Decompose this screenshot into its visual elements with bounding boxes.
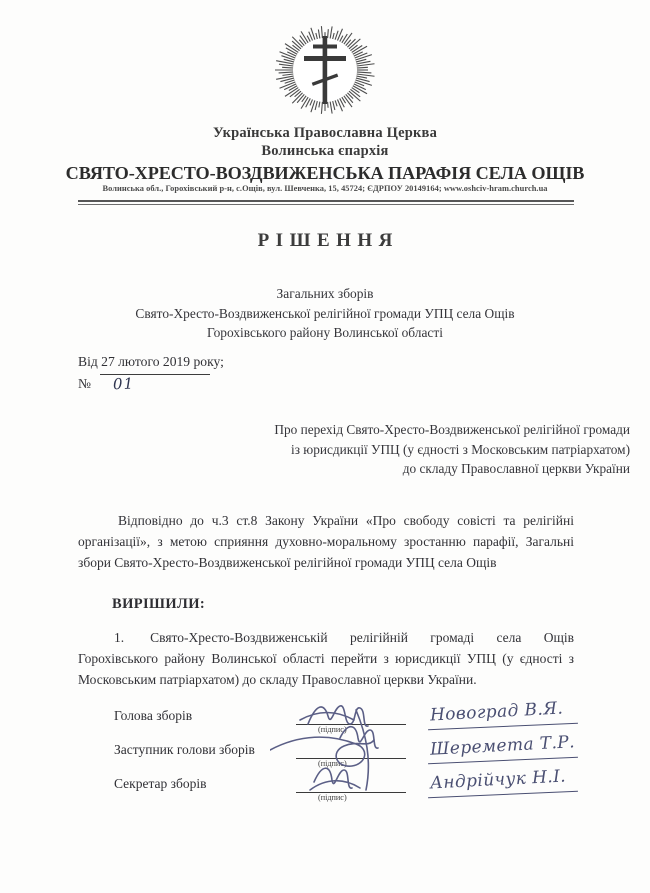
date-number-block (78, 352, 224, 394)
body-paragraph: Відповідно до ч.3 ст.8 Закону України «Про свободу совісті та релігійні організації», з метою сприяння духовно-моральному зростанню парафії, Загальні збори Свято-Хресто-Воздвиженської релігійної громади УПЦ села Ощів (78, 513, 574, 570)
church-emblem-container (0, 14, 650, 126)
signature-caption: (підпис) (318, 759, 347, 768)
document-title: РІШЕННЯ (257, 230, 399, 251)
subject-line-2: із юрисдикції УПЦ (у єдності з Московським патріархатом) (291, 441, 630, 457)
signatory-role: Заступник голови зборів (114, 742, 255, 757)
signatory-name: Новоград В.Я. (429, 698, 564, 726)
resolved-heading: ВИРІШИЛИ: (112, 596, 206, 612)
resolution-item-1 (78, 627, 574, 690)
document-number-value: 01 (112, 374, 135, 394)
document-number-row (78, 374, 224, 394)
signature-block (78, 698, 578, 808)
signature-row (78, 698, 578, 740)
letterhead-address: Волинська обл., Горохівський р-н, с.Ощів, вул. Шевченка, 15, 45724; ЄДРПОУ 20149164; www.oshciv-hram.church.ua (102, 184, 548, 193)
signature-caption: (підпис) (318, 793, 347, 802)
document-number-label: № (78, 376, 91, 391)
signature-rule (296, 792, 406, 793)
letterhead-eparchy: Волинська єпархія (261, 143, 389, 159)
letterhead-church-name: Українська Православна Церква (212, 125, 438, 141)
item-text: Свято-Хресто-Воздвиженській релігійній громаді села Ощів Горохівського району Волинської області перейти з юрисдикції УПЦ (у єдності з Московським патріархатом) до складу Православної церкви України. (78, 630, 574, 687)
item-number: 1. (114, 630, 125, 645)
subtitle-line-1: Загальних зборів (276, 286, 374, 301)
subject-line-3: до складу Православної церкви України (402, 461, 630, 476)
header-divider (78, 200, 574, 205)
signatory-name: Шеремета Т.Р. (429, 732, 576, 760)
signatory-name: Андрійчук Н.І. (429, 766, 567, 794)
signatory-role: Секретар зборів (114, 776, 207, 791)
subject-line-1: Про перехід Свято-Хресто-Воздвиженської релігійної громади (274, 422, 630, 437)
signature-row (78, 766, 578, 808)
document-subject (195, 420, 630, 479)
subtitle-line-2: Свято-Хресто-Воздвиженської релігійної громади УПЦ села Ощів (135, 305, 515, 321)
signature-caption: (підпис) (318, 725, 347, 734)
document-date: Від 27 лютого 2019 року; (78, 354, 224, 369)
orthodox-cross-sunburst-icon (264, 16, 386, 124)
signature-rule (296, 758, 406, 759)
signature-rule (296, 724, 406, 725)
signatory-role: Голова зборів (114, 708, 193, 723)
subtitle-line-3: Горохівського району Волинської області (207, 325, 443, 340)
letterhead-parish-name: СВЯТО-ХРЕСТО-ВОЗДВИЖЕНСЬКА ПАРАФІЯ СЕЛА ОЩІВ (65, 163, 585, 183)
document-subtitle (0, 284, 650, 343)
document-number-underline (100, 374, 210, 375)
letterhead (0, 124, 650, 193)
